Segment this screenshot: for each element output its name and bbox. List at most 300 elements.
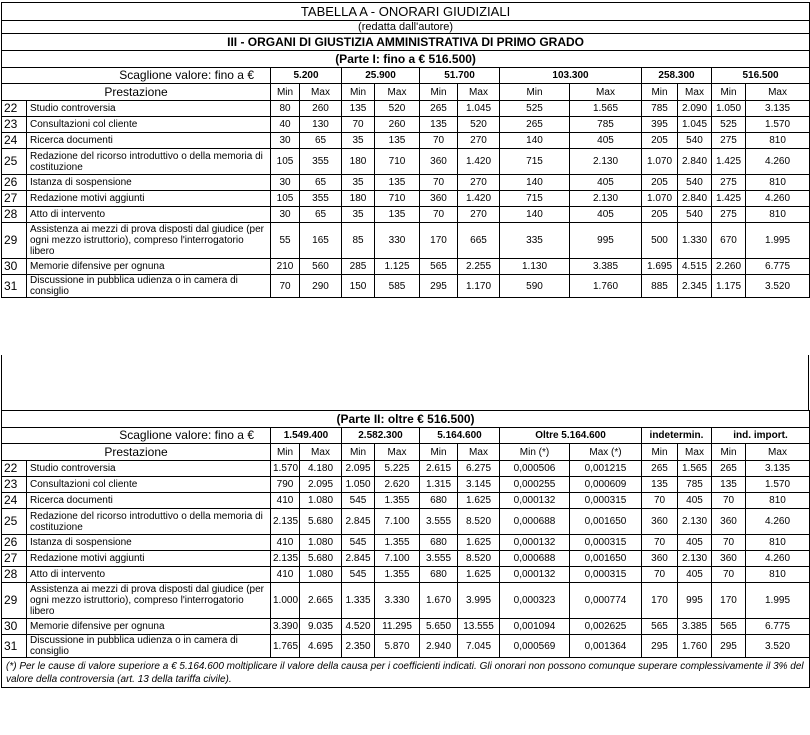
value-cell: 1.125 <box>375 259 420 275</box>
value-cell: 40 <box>271 117 300 133</box>
table-row <box>2 259 810 275</box>
prestazione-label: Redazione motivi aggiunti <box>27 191 271 207</box>
prestazione-label: Consultazioni col cliente <box>27 477 271 493</box>
value-cell: 260 <box>300 101 342 117</box>
value-cell: 135 <box>712 477 746 493</box>
value-cell: 270 <box>458 133 500 149</box>
value-cell: 2.840 <box>678 149 712 175</box>
value-cell: 405 <box>570 133 642 149</box>
value-cell: 4.520 <box>342 619 375 635</box>
min-header: Min <box>642 84 678 101</box>
value-cell: 560 <box>300 259 342 275</box>
value-cell: 1.050 <box>712 101 746 117</box>
value-cell: 1.570 <box>746 117 810 133</box>
value-cell: 130 <box>300 117 342 133</box>
value-cell: 1.625 <box>458 493 500 509</box>
row-number: 27 <box>2 551 27 567</box>
value-cell: 0,000255 <box>500 477 570 493</box>
max-header: Max (*) <box>570 444 642 461</box>
value-cell: 70 <box>642 535 678 551</box>
value-cell: 140 <box>500 175 570 191</box>
prestazione-label: Assistenza ai mezzi di prova disposti dal giudice (per ogni mezzo istruttorio), compreso l'interrogatorio libero <box>27 223 271 259</box>
value-cell: 1.765 <box>271 635 300 658</box>
row-number: 23 <box>2 477 27 493</box>
value-cell: 170 <box>642 583 678 619</box>
value-cell: 810 <box>746 493 810 509</box>
min-header: Min <box>271 444 300 461</box>
value-cell: 1.995 <box>746 223 810 259</box>
value-cell: 5.680 <box>300 551 342 567</box>
value-cell: 7.100 <box>375 509 420 535</box>
bracket-header: 516.500 <box>712 68 810 84</box>
value-cell: 360 <box>642 551 678 567</box>
scaglione-label: Scaglione valore: fino a € <box>2 68 271 84</box>
table-row <box>2 493 810 509</box>
row-number: 24 <box>2 493 27 509</box>
value-cell: 2.260 <box>712 259 746 275</box>
value-cell: 0,000569 <box>500 635 570 658</box>
value-cell: 1.080 <box>300 535 342 551</box>
value-cell: 0,000609 <box>570 477 642 493</box>
value-cell: 1.420 <box>458 149 500 175</box>
value-cell: 180 <box>342 191 375 207</box>
value-cell: 285 <box>342 259 375 275</box>
bracket-header: ind. import. <box>712 428 810 444</box>
value-cell: 7.100 <box>375 551 420 567</box>
value-cell: 8.520 <box>458 509 500 535</box>
value-cell: 360 <box>420 149 458 175</box>
blank-area <box>1 355 809 410</box>
value-cell: 585 <box>375 275 420 298</box>
bracket-header: 258.300 <box>642 68 712 84</box>
value-cell: 135 <box>342 101 375 117</box>
value-cell: 2.665 <box>300 583 342 619</box>
value-cell: 1.565 <box>570 101 642 117</box>
value-cell: 3.385 <box>570 259 642 275</box>
value-cell: 270 <box>458 207 500 223</box>
table-row <box>2 583 810 619</box>
value-cell: 810 <box>746 133 810 149</box>
value-cell: 0,000506 <box>500 461 570 477</box>
value-cell: 565 <box>642 619 678 635</box>
value-cell: 70 <box>271 275 300 298</box>
value-cell: 70 <box>420 133 458 149</box>
value-cell: 80 <box>271 101 300 117</box>
row-number: 25 <box>2 509 27 535</box>
table-row <box>2 223 810 259</box>
prestazione-label: Assistenza ai mezzi di prova disposti dal giudice (per ogni mezzo istruttorio), compreso l'interrogatorio libero <box>27 583 271 619</box>
prestazione-label: Ricerca documenti <box>27 493 271 509</box>
bracket-header: 2.582.300 <box>342 428 420 444</box>
value-cell: 70 <box>642 493 678 509</box>
max-header: Max <box>678 444 712 461</box>
footnote: (*) Per le cause di valore superiore a € 5.164.600 moltiplicare il valore della causa per i coefficienti indicati. Gli onorari non possono comunque superare complessivamente il 3% del valore della controversia (art. 13 della tariffa civile). <box>2 658 810 688</box>
prestazione-label: Ricerca documenti <box>27 133 271 149</box>
value-cell: 2.615 <box>420 461 458 477</box>
value-cell: 0,001094 <box>500 619 570 635</box>
value-cell: 670 <box>712 223 746 259</box>
value-cell: 525 <box>712 117 746 133</box>
value-cell: 2.845 <box>342 509 375 535</box>
value-cell: 405 <box>678 567 712 583</box>
value-cell: 2.845 <box>342 551 375 567</box>
value-cell: 540 <box>678 133 712 149</box>
value-cell: 2.130 <box>570 149 642 175</box>
value-cell: 65 <box>300 175 342 191</box>
table-row <box>2 551 810 567</box>
max-header: Max <box>375 84 420 101</box>
value-cell: 135 <box>375 207 420 223</box>
value-cell: 270 <box>458 175 500 191</box>
value-cell: 995 <box>570 223 642 259</box>
value-cell: 1.570 <box>746 477 810 493</box>
value-cell: 1.070 <box>642 149 678 175</box>
value-cell: 5.225 <box>375 461 420 477</box>
value-cell: 1.355 <box>375 535 420 551</box>
value-cell: 265 <box>712 461 746 477</box>
value-cell: 395 <box>642 117 678 133</box>
max-header: Max <box>300 444 342 461</box>
value-cell: 0,001650 <box>570 551 642 567</box>
value-cell: 1.670 <box>420 583 458 619</box>
value-cell: 715 <box>500 191 570 207</box>
min-header: Min <box>642 444 678 461</box>
value-cell: 0,000315 <box>570 567 642 583</box>
value-cell: 0,000315 <box>570 535 642 551</box>
max-header: Max <box>458 84 500 101</box>
bracket-header: 1.549.400 <box>271 428 342 444</box>
value-cell: 5.680 <box>300 509 342 535</box>
value-cell: 30 <box>271 207 300 223</box>
value-cell: 0,000688 <box>500 551 570 567</box>
prestazione-label: Studio controversia <box>27 461 271 477</box>
value-cell: 4.260 <box>746 509 810 535</box>
value-cell: 790 <box>271 477 300 493</box>
value-cell: 2.090 <box>678 101 712 117</box>
max-header: Max <box>300 84 342 101</box>
value-cell: 70 <box>420 175 458 191</box>
value-cell: 1.175 <box>712 275 746 298</box>
value-cell: 360 <box>642 509 678 535</box>
prestazione-label: Discussione in pubblica udienza o in camera di consiglio <box>27 275 271 298</box>
value-cell: 70 <box>342 117 375 133</box>
value-cell: 405 <box>678 535 712 551</box>
value-cell: 810 <box>746 175 810 191</box>
value-cell: 3.390 <box>271 619 300 635</box>
value-cell: 810 <box>746 535 810 551</box>
prestazione-label: Memorie difensive per ognuna <box>27 619 271 635</box>
value-cell: 500 <box>642 223 678 259</box>
value-cell: 5.650 <box>420 619 458 635</box>
value-cell: 410 <box>271 535 300 551</box>
value-cell: 1.570 <box>271 461 300 477</box>
value-cell: 1.625 <box>458 535 500 551</box>
min-header: Min <box>342 84 375 101</box>
row-number: 22 <box>2 101 27 117</box>
value-cell: 210 <box>271 259 300 275</box>
row-number: 24 <box>2 133 27 149</box>
value-cell: 2.345 <box>678 275 712 298</box>
value-cell: 1.170 <box>458 275 500 298</box>
value-cell: 2.620 <box>375 477 420 493</box>
value-cell: 1.330 <box>678 223 712 259</box>
min-header: Min <box>420 84 458 101</box>
prestazione-label: Discussione in pubblica udienza o in camera di consiglio <box>27 635 271 658</box>
value-cell: 1.625 <box>458 567 500 583</box>
table-row <box>2 535 810 551</box>
row-number: 26 <box>2 175 27 191</box>
value-cell: 7.045 <box>458 635 500 658</box>
value-cell: 3.330 <box>375 583 420 619</box>
value-cell: 355 <box>300 149 342 175</box>
value-cell: 3.135 <box>746 101 810 117</box>
value-cell: 265 <box>420 101 458 117</box>
value-cell: 785 <box>678 477 712 493</box>
prestazione-label: Consultazioni col cliente <box>27 117 271 133</box>
value-cell: 0,000688 <box>500 509 570 535</box>
value-cell: 6.775 <box>746 259 810 275</box>
value-cell: 105 <box>271 149 300 175</box>
value-cell: 135 <box>375 175 420 191</box>
value-cell: 70 <box>642 567 678 583</box>
row-number: 25 <box>2 149 27 175</box>
value-cell: 0,000132 <box>500 535 570 551</box>
value-cell: 1.760 <box>678 635 712 658</box>
prestazione-header: Prestazione <box>2 444 271 461</box>
table-row <box>2 461 810 477</box>
table-row <box>2 509 810 535</box>
row-number: 29 <box>2 583 27 619</box>
value-cell: 1.335 <box>342 583 375 619</box>
value-cell: 1.355 <box>375 567 420 583</box>
value-cell: 295 <box>642 635 678 658</box>
value-cell: 1.565 <box>678 461 712 477</box>
value-cell: 3.520 <box>746 635 810 658</box>
value-cell: 3.520 <box>746 275 810 298</box>
value-cell: 410 <box>271 567 300 583</box>
value-cell: 810 <box>746 207 810 223</box>
prestazione-label: Istanza di sospensione <box>27 535 271 551</box>
value-cell: 540 <box>678 175 712 191</box>
table-row <box>2 191 810 207</box>
row-number: 30 <box>2 619 27 635</box>
value-cell: 520 <box>375 101 420 117</box>
value-cell: 65 <box>300 207 342 223</box>
prestazione-label: Redazione del ricorso introduttivo o della memoria di costituzione <box>27 509 271 535</box>
prestazione-header: Prestazione <box>2 84 271 101</box>
value-cell: 205 <box>642 207 678 223</box>
min-header: Min <box>420 444 458 461</box>
value-cell: 180 <box>342 149 375 175</box>
value-cell: 1.130 <box>500 259 570 275</box>
row-number: 28 <box>2 207 27 223</box>
table-row <box>2 175 810 191</box>
value-cell: 295 <box>712 635 746 658</box>
value-cell: 2.135 <box>271 551 300 567</box>
value-cell: 355 <box>300 191 342 207</box>
min-header: Min <box>712 84 746 101</box>
part2-title: (Parte II: oltre € 516.500) <box>2 411 810 428</box>
value-cell: 1.995 <box>746 583 810 619</box>
value-cell: 590 <box>500 275 570 298</box>
max-header: Max <box>458 444 500 461</box>
value-cell: 665 <box>458 223 500 259</box>
value-cell: 260 <box>375 117 420 133</box>
value-cell: 4.695 <box>300 635 342 658</box>
value-cell: 2.130 <box>678 551 712 567</box>
table-row <box>2 477 810 493</box>
value-cell: 360 <box>712 551 746 567</box>
value-cell: 70 <box>420 207 458 223</box>
value-cell: 70 <box>712 535 746 551</box>
value-cell: 4.515 <box>678 259 712 275</box>
value-cell: 140 <box>500 207 570 223</box>
value-cell: 2.350 <box>342 635 375 658</box>
row-number: 31 <box>2 275 27 298</box>
bracket-header: 5.164.600 <box>420 428 500 444</box>
value-cell: 150 <box>342 275 375 298</box>
value-cell: 1.080 <box>300 493 342 509</box>
value-cell: 205 <box>642 133 678 149</box>
value-cell: 1.070 <box>642 191 678 207</box>
value-cell: 540 <box>678 207 712 223</box>
value-cell: 6.275 <box>458 461 500 477</box>
value-cell: 13.555 <box>458 619 500 635</box>
value-cell: 1.315 <box>420 477 458 493</box>
bracket-header: 25.900 <box>342 68 420 84</box>
value-cell: 0,001650 <box>570 509 642 535</box>
prestazione-label: Atto di intervento <box>27 567 271 583</box>
value-cell: 70 <box>712 493 746 509</box>
value-cell: 1.080 <box>300 567 342 583</box>
prestazione-label: Redazione motivi aggiunti <box>27 551 271 567</box>
value-cell: 6.775 <box>746 619 810 635</box>
value-cell: 565 <box>420 259 458 275</box>
value-cell: 265 <box>642 461 678 477</box>
value-cell: 0,002625 <box>570 619 642 635</box>
value-cell: 165 <box>300 223 342 259</box>
bracket-header: indetermin. <box>642 428 712 444</box>
value-cell: 0,001364 <box>570 635 642 658</box>
value-cell: 55 <box>271 223 300 259</box>
value-cell: 1.695 <box>642 259 678 275</box>
value-cell: 135 <box>420 117 458 133</box>
value-cell: 4.260 <box>746 149 810 175</box>
value-cell: 995 <box>678 583 712 619</box>
table-row <box>2 149 810 175</box>
value-cell: 525 <box>500 101 570 117</box>
prestazione-label: Atto di intervento <box>27 207 271 223</box>
prestazione-label: Memorie difensive per ognuna <box>27 259 271 275</box>
value-cell: 405 <box>570 175 642 191</box>
value-cell: 11.295 <box>375 619 420 635</box>
value-cell: 170 <box>712 583 746 619</box>
value-cell: 65 <box>300 133 342 149</box>
table-row <box>2 567 810 583</box>
value-cell: 135 <box>642 477 678 493</box>
value-cell: 105 <box>271 191 300 207</box>
value-cell: 3.555 <box>420 509 458 535</box>
value-cell: 710 <box>375 191 420 207</box>
value-cell: 275 <box>712 175 746 191</box>
table-row <box>2 117 810 133</box>
value-cell: 680 <box>420 567 458 583</box>
max-header: Max <box>678 84 712 101</box>
value-cell: 0,000323 <box>500 583 570 619</box>
value-cell: 2.840 <box>678 191 712 207</box>
value-cell: 2.135 <box>271 509 300 535</box>
value-cell: 0,001215 <box>570 461 642 477</box>
value-cell: 885 <box>642 275 678 298</box>
value-cell: 1.355 <box>375 493 420 509</box>
value-cell: 5.870 <box>375 635 420 658</box>
bracket-header: 5.200 <box>271 68 342 84</box>
min-header: Min <box>271 84 300 101</box>
prestazione-label: Studio controversia <box>27 101 271 117</box>
value-cell: 3.145 <box>458 477 500 493</box>
value-cell: 0,000132 <box>500 567 570 583</box>
table-title: TABELLA A - ONORARI GIUDIZIALI <box>2 3 810 21</box>
value-cell: 405 <box>678 493 712 509</box>
value-cell: 2.940 <box>420 635 458 658</box>
value-cell: 1.425 <box>712 191 746 207</box>
value-cell: 360 <box>420 191 458 207</box>
value-cell: 35 <box>342 207 375 223</box>
table-row <box>2 101 810 117</box>
value-cell: 330 <box>375 223 420 259</box>
scaglione-label: Scaglione valore: fino a € <box>2 428 271 444</box>
bracket-header: Oltre 5.164.600 <box>500 428 642 444</box>
value-cell: 8.520 <box>458 551 500 567</box>
max-header: Max <box>746 84 810 101</box>
value-cell: 3.995 <box>458 583 500 619</box>
value-cell: 135 <box>375 133 420 149</box>
value-cell: 1.050 <box>342 477 375 493</box>
row-number: 30 <box>2 259 27 275</box>
value-cell: 265 <box>500 117 570 133</box>
bracket-header: 103.300 <box>500 68 642 84</box>
table-row <box>2 133 810 149</box>
min-header: Min <box>342 444 375 461</box>
value-cell: 810 <box>746 567 810 583</box>
row-number: 27 <box>2 191 27 207</box>
value-cell: 1.420 <box>458 191 500 207</box>
part2-table <box>1 410 810 688</box>
min-header: Min <box>500 84 570 101</box>
row-number: 31 <box>2 635 27 658</box>
table-row <box>2 619 810 635</box>
value-cell: 295 <box>420 275 458 298</box>
value-cell: 0,000132 <box>500 493 570 509</box>
value-cell: 3.555 <box>420 551 458 567</box>
value-cell: 35 <box>342 133 375 149</box>
table-subtitle: (redatta dall'autore) <box>2 21 810 34</box>
value-cell: 3.135 <box>746 461 810 477</box>
value-cell: 205 <box>642 175 678 191</box>
min-header: Min <box>712 444 746 461</box>
row-number: 23 <box>2 117 27 133</box>
bracket-header: 51.700 <box>420 68 500 84</box>
value-cell: 290 <box>300 275 342 298</box>
value-cell: 335 <box>500 223 570 259</box>
max-header: Max <box>746 444 810 461</box>
value-cell: 9.035 <box>300 619 342 635</box>
value-cell: 2.130 <box>678 509 712 535</box>
value-cell: 405 <box>570 207 642 223</box>
value-cell: 2.095 <box>300 477 342 493</box>
part1-title: (Parte I: fino a € 516.500) <box>2 51 810 68</box>
section-title: III - ORGANI DI GIUSTIZIA AMMINISTRATIVA DI PRIMO GRADO <box>2 34 810 51</box>
